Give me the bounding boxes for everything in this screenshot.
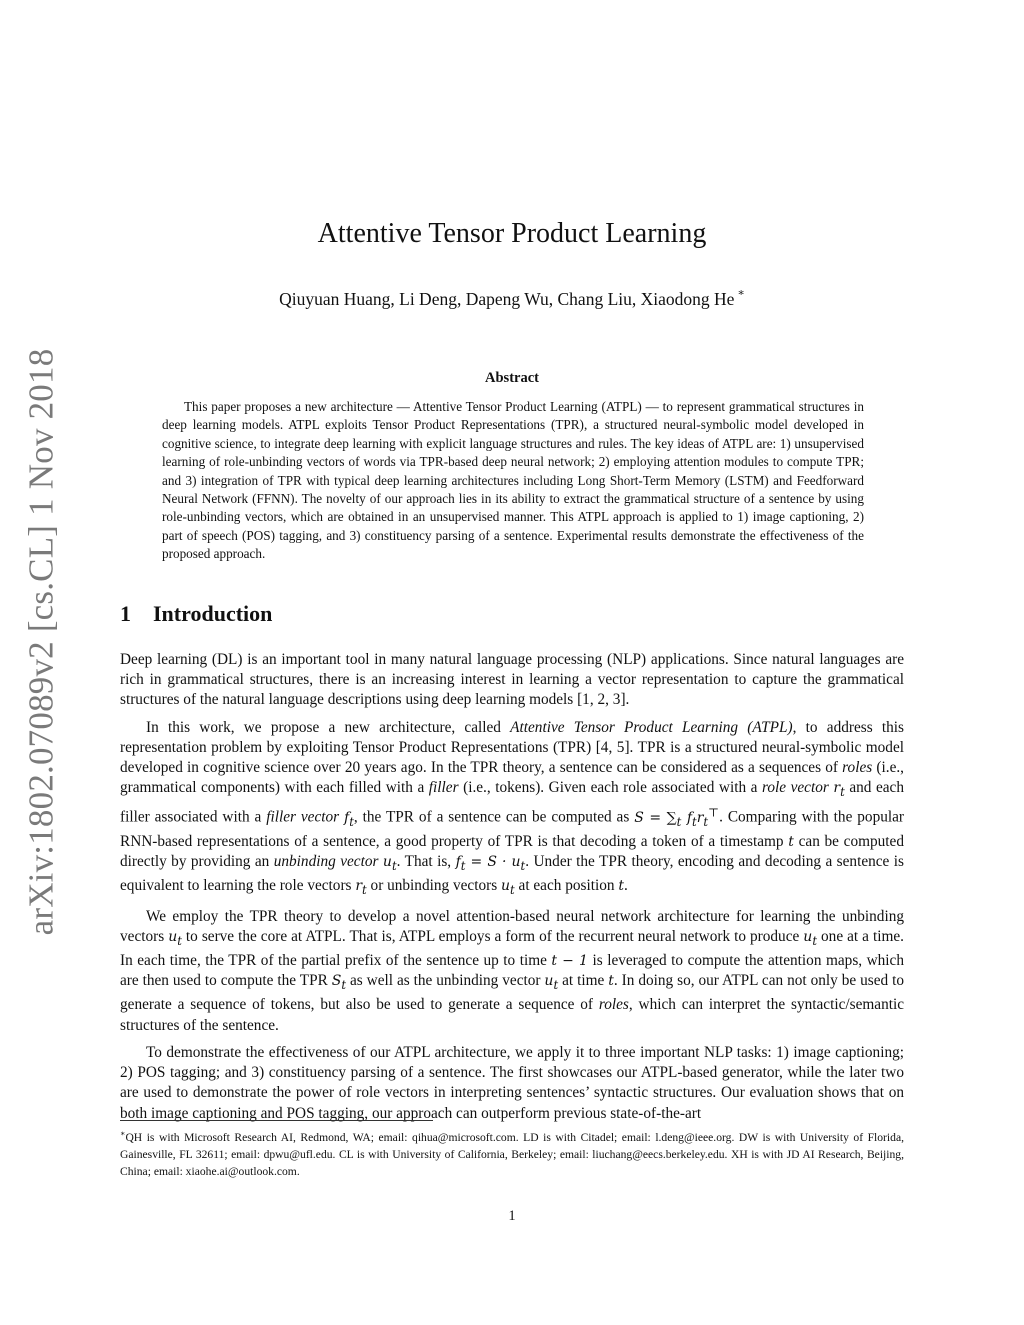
p2-g: , the TPR of a sentence can be computed as [353,808,635,826]
p3-g: . In doing so, our ATPL can not only be used to generate a sequence of tokens, but also be used to generate a sequence of [120,972,904,1014]
paragraph-2: In this work, we propose a new architecture, called Attentive Tensor Product Learning (ATPL), to address this representation problem by exploiting Tensor Product Representations (TPR) [4, 5]. TPR is a structured neural-symbolic model developed in cognitive science over 20 years ago. In the TPR theory, a sentence can be considered as a sequences of roles (i.e., grammatical components) with each filled with a filler (i.e., tokens). Given each role associated with a role vector $r_t$ and each filler associated with a filler vector $f_t$, the TPR of a sentence can be computed as $S = \sum_t$ $f_tr_t^⊤$. Comparing with the popular RNN-based representations of a sentence, a good property of TPR is that decoding a token of a timestamp t can be computed directly by providing an unbinding vector $u_t$. That is, $f_t = S \cdot u_t$. Under the TPR theory, encoding and decoding a sentence is equivalent to learning the role vectors $r_t$ or unbinding vectors $u_t$ at each position t. [120,718,905,897]
p2-c: ]. TPR is a structured neural-symbolic model developed in cognitive science over 20 years ago. In the TPR theory, a sentence can be considered as a sequences of [120,738,904,777]
citation-link[interactable]: 2 [597,691,606,709]
footnote [120,1125,904,1180]
paragraph-1: Deep learning (DL) is an important tool in many natural language processing (NLP) applications. Since natural languages are rich in grammatical structures, there is an increasing interest in learning a vector representation to capture the grammatical structures of the natural language descriptions using deep learning models [1, 2, 3]. [120,651,904,709]
math-rt: $r_t$ [833,780,845,800]
footnote-mark: ∗ [120,1129,126,1138]
math-ut: $u_t$ [803,929,818,949]
citation-link[interactable]: 3 [612,691,621,709]
arxiv-id-text: arXiv:1802.07089v2 [cs.CL] 1 Nov 2018 [21,348,60,936]
math-ut: $u_t$ [168,929,182,949]
section-number: 1 [120,601,131,626]
p2-filler-vector: filler vector [266,808,340,826]
p3-d: is leveraged to compute the attention maps, which are then used to compute the TPR [120,952,904,990]
p2-n: . [624,877,628,895]
math-t: t [608,973,614,990]
citation-link[interactable]: 1 [582,691,590,709]
p3-e: as well as the unbinding vector [346,972,545,990]
p1-end: ]. [620,691,630,709]
author-footnote-mark: ∗ [737,287,745,299]
p3-f: at time [558,972,609,990]
math-rt: $r_t$ [355,878,367,897]
p3-roles: roles [598,996,629,1014]
p2-h: Comparing with the popular RNN-based representations of a sentence, a good property of TPR is that decoding a token of a timestamp [120,808,905,850]
citation-link[interactable]: 5 [616,738,625,756]
p2-e: (i.e., tokens). Given each role associated with a [458,779,762,797]
p1-text: Deep learning (DL) is an important tool in many natural language processing (NLP) applications. Since natural languages are rich in grammatical structures, there is an increasing interest in learning a vector representation to capture the grammatical structures of the natural language descriptions using deep learning models [ [120,651,904,709]
p2-filler: filler [428,779,459,797]
math-ut: $u_t$ [544,973,559,993]
author-names: Qiuyuan Huang, Li Deng, Dapeng Wu, Chang Liu, Xiaodong He [279,288,735,309]
math-ft: $f_t$ [344,809,354,829]
p2-a: In this work, we propose a new architecture, called [146,718,511,736]
p2-role-vector: role vector [761,779,829,797]
footnote-text: QH is with Microsoft Research AI, Redmond, WA; email: qihua@microsoft.com. LD is with Citadel; email: l.deng@ieee.org. DW is with University of Florida, Gainesville, FL 32611; email: dpwu@ufl.edu. CL is with University of California, Berkeley; email: liuchang@eecs.berkeley.edu. XH is with JD AI Research, Beijing, China; email: xiaohe.ai@outlook.com. [120,1130,904,1179]
abstract-heading: Abstract [485,370,539,386]
citation-link[interactable]: 4 [600,738,609,756]
section-heading [120,599,272,629]
author-line [0,282,1024,312]
p2-atpl: Attentive Tensor Product Learning (ATPL) [510,718,793,736]
p2-i: can be computed directly by providing an [120,832,904,871]
p2-unbinding-vector: unbinding vector [273,853,379,871]
page-number: 1 [508,1208,516,1224]
footnote-divider [120,1120,433,1121]
section-title: Introduction [153,601,273,626]
p2-d: (i.e., grammatical components) with each filled with a [120,759,905,797]
arxiv-margin-identifier [16,348,66,936]
p3-c: one at a time. In each time, the TPR of the partial prefix of the sentence up to time [120,928,904,970]
body-text [120,650,904,1131]
abstract-text: This paper proposes a new architecture — Attentive Tensor Product Learning (ATPL) — to represent grammatical structures in deep learning models. ATPL exploits Tensor Product Representations (TPR), a structured neural-symbolic model developed in cognitive science, to integrate deep learning with explicit language structures and rules. The key ideas of ATPL are: 1) unsupervised learning of role-unbinding vectors of words via TPR-based deep neural network; 2) employing attention modules to compute TPR; and 3) integration of TPR with typical deep learning architectures including Long Short-Term Memory (LSTM) and Feedforward Neural Network (FFNN). The novelty of our approach lies in its ability to extract the grammatical structure of a sentence by using role-unbinding vectors, which are obtained in an unsupervised manner. This ATPL approach is applied to 1) image captioning, 2) part of speech (POS) tagging, and 3) constituency parsing of a sentence. Experimental results demonstrate the effectiveness of the proposed approach. [162,399,864,562]
math-tpr-formula: $S = \sum_t$ $f_tr_t^⊤$ [634,805,720,829]
paragraph-3 [120,907,904,1036]
p2-f: and each filler associated with a [120,779,904,826]
math-t-minus-1: t − 1 [551,953,588,970]
p2-j: . That is, [396,853,456,871]
paragraph-4: To demonstrate the effectiveness of our ATPL architecture, we apply it to three important NLP tasks: 1) image captioning; 2) POS tagging; and 3) constituency parsing of a sentence. The first showcases our ATPL-based generator, while the later two are used to demonstrate the power of role vectors in interpreting sentences’ syntactic structures. Our evaluation shows that on both image captioning and POS tagging, our approach can outperform previous state-of-the-art [120,1043,904,1122]
math-decode-formula: $f_t = S \cdot u_t$ [455,854,526,873]
math-t: t [618,878,624,895]
p3-h: , which can interpret the syntactic/semantic structures of the sentence. [120,996,905,1034]
p3-a: We employ the TPR theory to develop a novel attention-based neural network architecture for learning the unbinding vectors [120,908,904,946]
p2-roles: roles [842,759,873,777]
math-t: t [788,833,794,850]
math-st: $S_t$ [331,973,347,993]
p2-l: or unbinding vectors [366,877,501,895]
math-ut: $u_t$ [382,854,397,873]
p2-k: . Under the TPR theory, encoding and decoding a sentence is equivalent to learning the role vectors [120,853,904,895]
p2-b: , to address this representation problem by exploiting Tensor Product Representations (TPR) [ [120,718,904,756]
paper-title: Attentive Tensor Product Learning [317,218,707,249]
math-ut: $u_t$ [500,878,515,897]
p2-m: at each position [514,877,619,895]
p3-b: to serve the core at ATPL. That is, ATPL employs a form of the recurrent neural network to produce [181,928,804,946]
